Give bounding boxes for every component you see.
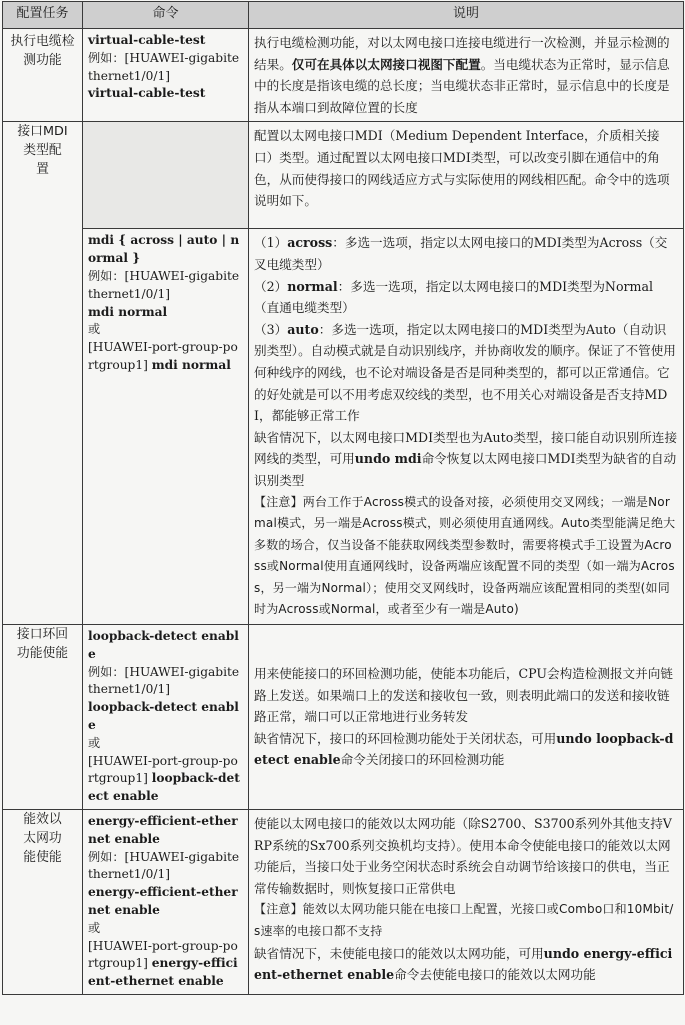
option-keyword: auto [287, 321, 319, 337]
command-example: 例如：[HUAWEI-gigabitethernet1/0/1] [88, 664, 240, 697]
command-portgroup: [HUAWEI-port-group-portgroup1] [88, 938, 238, 971]
command-example: 例如：[HUAWEI-gigabitethernet1/0/1] [88, 849, 240, 882]
description-text: 。当电缆状态为正常时，显示信息中的长度是指该电缆的总长度；当电缆状态非正常时，显示信息中的长度是指从本端口到故障位置的长度 [254, 56, 670, 115]
command-portgroup: [HUAWEI-port-group-portgroup1] [88, 753, 238, 786]
table-row [3, 29, 684, 122]
command-keyword: mdi { across | auto | normal } [88, 233, 240, 266]
description-text: 用来使能接口的环回检测功能，使能本功能后，CPU会构造检测报文并向链路上发送。如果端口上的发送和接收包一致，则表明此端口的发送和接收链路正常，端口可以正常地进行业务转发 [254, 666, 673, 725]
description-text: 执行电缆检测功能，对以太网电接口连接电缆进行一次检测，并显示检测的结果。 [254, 35, 670, 72]
command-keyword: loopback-detect enable [88, 629, 239, 661]
option-text: ：多选一选项，指定以太网电接口的MDI类型为Auto（自动识别类型）。自动模式就是自动识别线序，并协商收发的顺序。保证了不管使用何种线序的网线，也不论对端设备是否是同种类型的，都可以正常通信。它的好处就是可以不用考虑双绞线的类型，也不用关心对端设备是否支持MDI，都能够正常工作 [254, 321, 676, 424]
table-row [3, 810, 684, 995]
command-keyword: mdi normal [151, 357, 231, 372]
default-text: 缺省情况下，以太网电接口MDI类型也为Auto类型，接口能自动识别所连接网线的类型，可用 [254, 429, 678, 467]
config-table [2, 1, 684, 995]
description-cell [249, 625, 684, 810]
description-cell [249, 29, 684, 122]
task-cell: 能效以太网功能使能 [3, 810, 83, 995]
command-or: 或 [88, 735, 101, 750]
default-note [254, 943, 678, 986]
command-cell-blank [83, 122, 249, 229]
command-keyword: energy-efficient-ethernet enable [88, 885, 238, 918]
description-emphasis: 仅可在具体以太网接口视图下配置 [291, 56, 481, 72]
table-header-row [3, 2, 684, 29]
default-keyword: undo mdi [354, 451, 422, 467]
option-keyword: across [287, 235, 333, 251]
description-text: 使能以太网电接口的能效以太网功能（除S2700、S3700系列外其他支持VRP系统的Sx700系列交换机均支持）。使用本命令使能电接口的能效以太网功能后，当接口处于业务空闲状态时系统会自动调节给该接口的供电，当正常传输数据时，则恢复接口正常供电 [254, 816, 672, 896]
option-across [254, 232, 678, 275]
default-text: 命令去使能电接口的能效以太网功能 [394, 967, 596, 983]
default-text: 缺省情况下，接口的环回检测功能处于关闭状态，可用 [254, 730, 557, 746]
description-cell [249, 810, 684, 995]
command-or: 或 [88, 322, 101, 337]
task-cell: 接口环回功能使能 [3, 625, 83, 810]
option-keyword: normal [287, 278, 338, 294]
table-row [3, 229, 684, 625]
option-text: ：多选一选项，指定以太网电接口的MDI类型为Across（交叉电缆类型） [254, 235, 668, 272]
option-auto [254, 319, 678, 427]
default-note [254, 728, 678, 771]
command-keyword: virtual-cable-test [88, 33, 206, 47]
task-cell: 接口MDI类型配置 [3, 122, 83, 625]
command-example: 例如：[HUAWEI-gigabitethernet1/0/1] [88, 268, 240, 301]
table-row [3, 122, 684, 229]
default-text: 缺省情况下，未使能电接口的能效以太网功能，可用 [254, 945, 544, 961]
command-keyword: energy-efficient-ethernet enable [88, 956, 238, 989]
description-cell [249, 229, 684, 625]
command-cell [83, 29, 249, 122]
command-keyword: energy-efficient-ethernet enable [88, 814, 238, 846]
caution-note: 【注意】能效以太网功能只能在电接口上配置，光接口或Combo口和10Mbit/s速率的电接口都不支持 [254, 902, 674, 938]
table-row [3, 625, 684, 810]
command-cell [83, 810, 249, 995]
default-keyword: undo energy-efficient-ethernet enable [254, 945, 673, 983]
default-text: 命令关闭接口的环回检测功能 [340, 752, 505, 768]
command-cell [83, 625, 249, 810]
default-text: 命令恢复以太网电接口MDI类型为缺省的自动识别类型 [254, 451, 677, 488]
default-keyword: undo loopback-detect enable [254, 730, 674, 768]
header-task: 配置任务 [3, 2, 83, 29]
command-keyword: mdi normal [88, 304, 168, 319]
default-note [254, 427, 678, 492]
header-command: 命令 [83, 2, 249, 29]
description-cell: 配置以太网电接口MDI（Medium Dependent Interface，介质相关接口）类型。通过配置以太网电接口MDI类型，可以改变引脚在通信中的角色，从而使得接口的网线适应方式与实际使用的网线相匹配。命令中的选项说明如下。 [249, 122, 684, 229]
caution-note: 【注意】两台工作于Across模式的设备对接，必须使用交叉网线；一端是Normal模式，另一端是Across模式，则必须使用直通网线。Auto类型能满足绝大多数的场合，仅当设备不能获取网线类型参数时，需要将模式手工设置为Across或Normal使用直通网线时，设备两端应该配置不同的类型（如一端为Across，另一端为Normal）；使用交叉网线时，设备两端应该配置相同的类型(如同时为Across或Normal，或者至少有一端是Auto) [254, 494, 676, 617]
command-keyword: loopback-detect enable [88, 771, 240, 804]
option-text: ：多选一选项，指定以太网电接口的MDI类型为Normal（直通电缆类型） [254, 278, 654, 316]
option-number: （2） [254, 278, 288, 294]
command-portgroup: [HUAWEI-port-group-portgroup1] [88, 340, 238, 372]
command-cell [83, 229, 249, 625]
command-example: 例如：[HUAWEI-gigabitethernet1/0/1] [88, 50, 240, 83]
command-keyword: virtual-cable-test [88, 86, 206, 101]
option-number: （3） [254, 321, 288, 337]
option-normal [254, 276, 678, 319]
command-keyword: loopback-detect enable [88, 700, 239, 733]
option-number: （1） [254, 235, 288, 251]
command-or: 或 [88, 920, 101, 935]
task-cell: 执行电缆检测功能 [3, 29, 83, 122]
header-description: 说明 [249, 2, 684, 29]
